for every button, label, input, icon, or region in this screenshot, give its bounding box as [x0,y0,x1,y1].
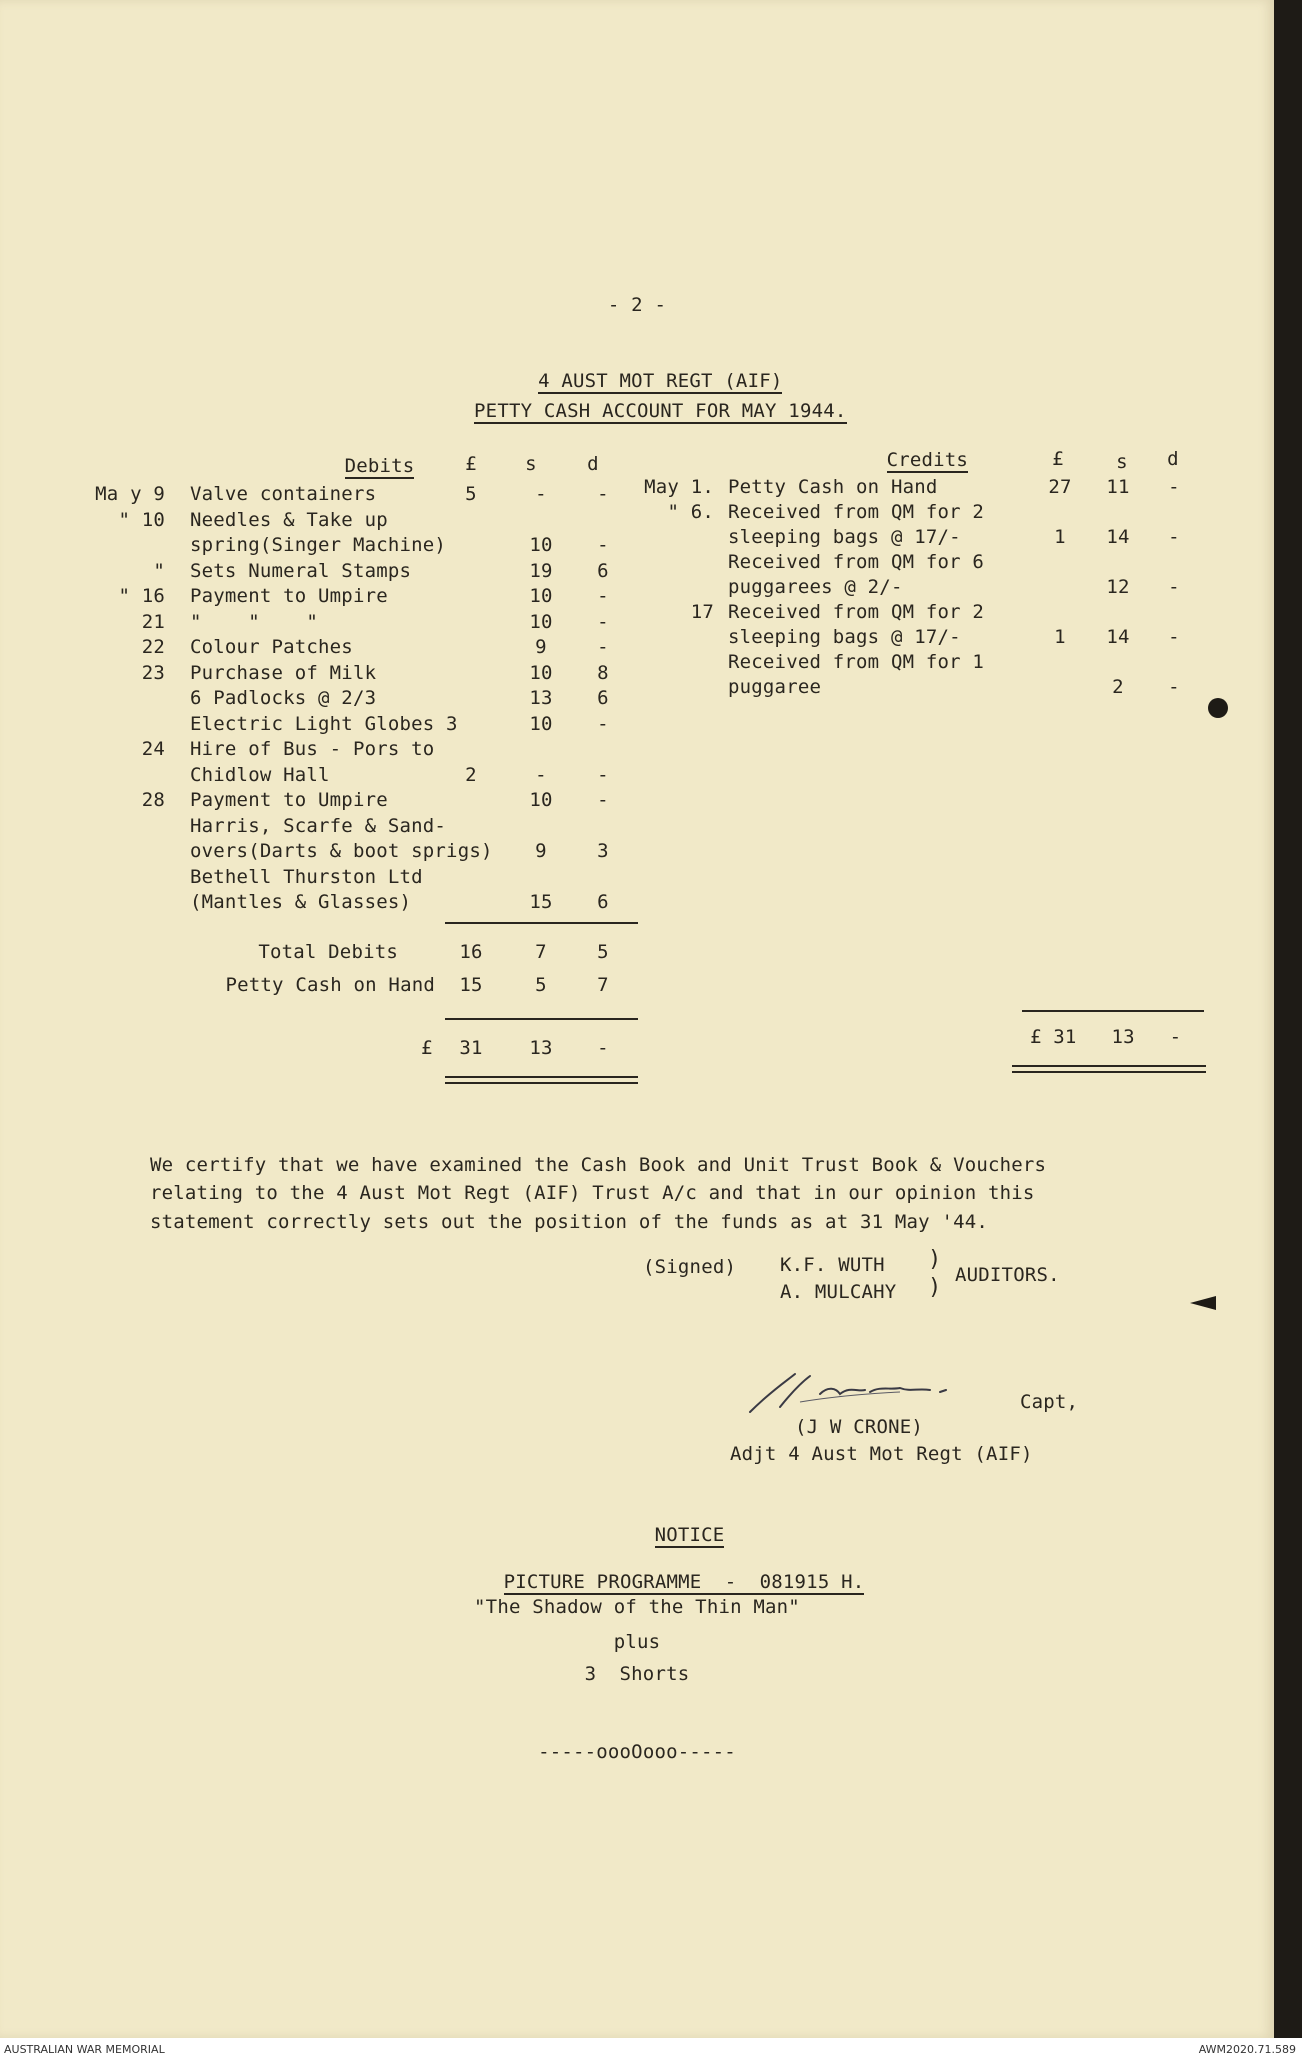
debit-row-desc: Bethell Thurston Ltd [190,865,423,888]
certification-line-1: We certify that we have examined the Cash Book and Unit Trust Book & Vouchers [150,1154,1047,1176]
debit-row-d: - [597,534,609,556]
petty-cash-on-hand-label: Petty Cash on Hand [225,974,435,996]
debits-subtotal-rule [445,922,638,924]
debit-row-date: " 16 [118,585,165,607]
debit-row-desc: Needles & Take up [190,508,388,531]
credit-row-s: 11 [1106,476,1130,498]
credit-row-d: - [1168,526,1180,548]
debit-row-s: 10 [529,585,553,607]
debit-row-d: - [597,483,609,505]
debit-row-desc: Colour Patches [190,636,353,658]
credit-row-s: 14 [1106,626,1130,648]
debit-row-date: 24 [141,738,165,760]
film-shorts: 3 Shorts [584,1663,690,1685]
credits-total-rule [1022,1010,1204,1012]
end-marker: -----oooOooo----- [538,1741,736,1763]
total-debits-pounds: 16 [459,941,483,963]
credit-row-l: 1 [1054,526,1066,548]
debit-row-s: 10 [529,610,553,633]
credit-row-date: " 6. [667,501,714,523]
credits-col-pounds: £ [1052,448,1064,470]
debits-total-rule [445,1018,638,1020]
debit-row-desc: 6 Padlocks @ 2/3 [190,687,377,709]
debit-row-d: 6 [597,559,609,582]
debit-row-desc: Hire of Bus - Pors to [190,738,435,760]
notice-heading: NOTICE [654,1524,725,1546]
credit-row-desc: sleeping bags @ 17/- [728,526,961,548]
film-plus: plus [613,1631,661,1653]
credit-row-d: - [1168,626,1180,648]
credit-row-d: - [1168,576,1180,598]
credit-row-l: 1 [1054,626,1066,648]
credits-heading: Credits [886,449,969,471]
debits-double-rule-1 [445,1076,638,1078]
credits-double-rule-1 [1012,1065,1206,1067]
debit-row-s: 10 [529,789,553,811]
debit-row-s: 10 [529,712,553,735]
debit-row-date: 22 [141,636,165,658]
debit-row-s: 19 [529,559,553,582]
certification-line-3: statement correctly sets out the position of the funds as at 31 May '44. [150,1211,989,1233]
debit-row-s: 15 [529,891,553,913]
credit-row-desc: Received from QM for 2 [728,501,985,523]
credit-row-desc: Received from QM for 1 [728,651,985,673]
debits-heading: Debits [344,455,415,477]
debit-row-s: 9 [535,636,547,658]
debit-row-d: 6 [597,687,609,709]
debits-col-shillings: s [525,453,537,475]
signatory-name: (J W CRONE) [795,1416,924,1438]
credit-row-date: May 1. [644,476,714,498]
debit-row-d: 3 [597,840,609,862]
debit-row-desc: " " " [190,610,319,633]
credit-row-date: 17 [690,601,714,623]
debit-row-desc: Sets Numeral Stamps [190,559,412,582]
certification-line-2: relating to the 4 Aust Mot Regt (AIF) Trust A/c and that in our opinion this [150,1182,1035,1204]
debits-grand-shillings: 13 [529,1037,553,1059]
credit-row-desc: sleeping bags @ 17/- [728,626,961,648]
debit-row-s: 10 [529,661,553,684]
debit-row-desc: Purchase of Milk [190,661,377,684]
debit-row-s: 10 [529,534,553,556]
credits-col-shillings: s [1116,451,1128,473]
total-debits-label: Total Debits [258,941,398,963]
archive-footer [0,2038,1302,2061]
credit-row-s: 2 [1112,676,1124,698]
debit-row-desc: spring(Singer Machine) [190,534,447,556]
credit-row-desc: Petty Cash on Hand [728,476,938,498]
debit-row-date: " [153,559,165,582]
credit-row-desc: Received from QM for 6 [728,551,985,573]
credit-row-desc: puggarees @ 2/- [728,576,903,598]
debit-row-desc: Valve containers [190,483,377,505]
debit-row-s: - [535,763,547,786]
auditors-label: AUDITORS. [955,1264,1060,1286]
debits-col-pence: d [587,453,599,475]
punch-hole [1208,698,1228,718]
debit-row-date: " 10 [118,508,165,531]
unit-title: 4 AUST MOT REGT (AIF) [538,370,783,392]
debit-row-desc: Harris, Scarfe & Sand- [190,814,447,837]
credit-row-d: - [1168,676,1180,698]
debit-row-date: 28 [141,789,165,811]
debit-row-l: 2 [465,763,477,786]
debit-row-desc: (Mantles & Glasses) [190,891,412,913]
credit-row-desc: puggaree [728,676,822,698]
debit-row-desc: Electric Light Globes 3 [190,712,458,735]
auditors-brace-top: ) [928,1247,942,1272]
debits-col-pounds: £ [465,453,477,475]
handwritten-signature [740,1362,1010,1422]
petty-cash-on-hand-pounds: 15 [459,974,483,996]
debit-row-d: - [597,712,609,735]
debit-row-desc: Payment to Umpire [190,789,388,811]
auditor-2: A. MULCAHY [780,1281,897,1303]
debit-row-d: 8 [597,661,609,684]
auditor-1: K.F. WUTH [780,1254,885,1276]
credits-grand-total: £ 31 13 - [1030,1026,1182,1048]
credits-double-rule-2 [1012,1071,1206,1073]
film-title: "The Shadow of the Thin Man" [474,1596,800,1618]
debits-double-rule-2 [445,1082,638,1084]
debit-row-desc: Chidlow Hall [190,763,330,786]
debits-grand-pounds: 31 [459,1037,483,1059]
debit-row-d: - [597,610,609,633]
debit-row-desc: overs(Darts & boot sprigs) [190,840,493,862]
debits-grand-pence: - [597,1037,609,1059]
petty-cash-on-hand-pence: 7 [597,974,609,996]
total-debits-shillings: 7 [535,941,547,963]
credit-row-s: 14 [1106,526,1130,548]
auditors-brace-bottom: ) [928,1275,942,1300]
picture-programme: PICTURE PROGRAMME - 081915 H. [503,1571,865,1593]
credit-row-l: 27 [1048,476,1072,498]
debit-row-s: - [535,483,547,505]
debit-row-s: 9 [535,840,547,862]
credits-col-pence: d [1167,448,1179,470]
signatory-rank: Capt, [1020,1391,1079,1413]
debit-row-date: Ma y 9 [95,483,165,505]
debit-row-date: 23 [141,661,165,684]
credit-row-s: 12 [1106,576,1130,598]
page-number: - 2 - [607,294,667,316]
debit-row-d: - [597,763,609,786]
credit-row-desc: Received from QM for 2 [728,601,985,623]
debit-row-l: 5 [465,483,477,505]
total-debits-pence: 5 [597,941,609,963]
credit-row-d: - [1168,476,1180,498]
signed-label: (Signed) [643,1256,737,1278]
debit-row-d: 6 [597,891,609,913]
debit-row-desc: Payment to Umpire [190,585,388,607]
signatory-title: Adjt 4 Aust Mot Regt (AIF) [730,1443,1033,1465]
debits-grand-symbol: £ [421,1037,433,1059]
debit-row-d: - [597,636,609,658]
footer-institution: AUSTRALIAN WAR MEMORIAL [4,2043,165,2056]
debit-row-s: 13 [529,687,553,709]
edge-tear [1190,1296,1216,1310]
account-title: PETTY CASH ACCOUNT FOR MAY 1944. [474,400,847,422]
debit-row-date: 21 [141,610,165,633]
debit-row-d: - [597,789,609,811]
footer-reference: AWM2020.71.589 [1198,2043,1296,2056]
petty-cash-on-hand-shillings: 5 [535,974,547,996]
debit-row-d: - [597,585,609,607]
